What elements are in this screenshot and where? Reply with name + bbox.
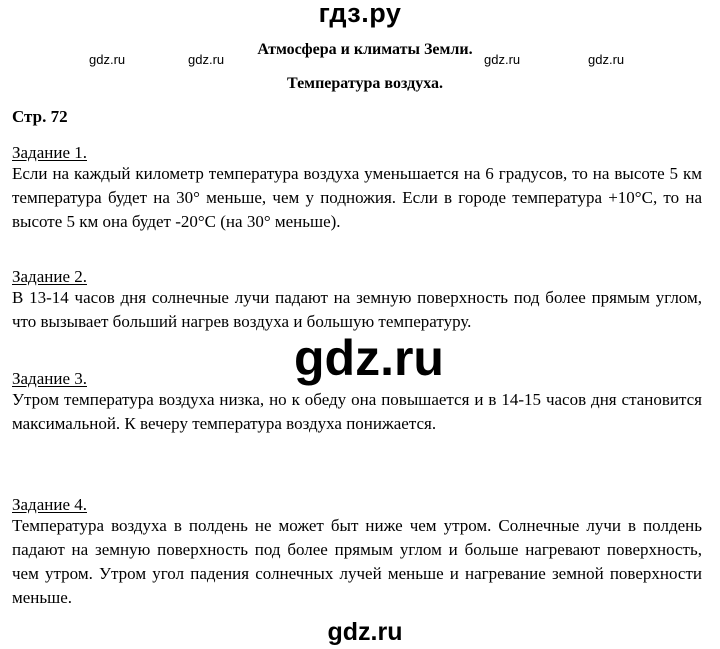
task-text: Утром температура воздуха низка, но к обеду она повышается и в 14-15 часов дня становится максимальной. К вечеру температура воздуха понижается. <box>12 390 702 433</box>
watermark-small: gdz.ru <box>188 52 225 67</box>
document-title: Атмосфера и климаты Земли. <box>257 41 473 58</box>
watermark-large: gdz.ru <box>294 330 444 386</box>
task-text: Температура воздуха в полдень не может быт ниже чем утром. Солнечные лучи в полдень падают на земную поверхность под более прямым углом и больше нагревают поверхность, чем утром. Утром угол падения солнечных лучей меньше и нагревание земной поверхности меньше. <box>12 516 702 607</box>
page-reference: Стр. 72 <box>12 107 68 126</box>
site-logo[interactable]: гдз.ру <box>318 0 402 28</box>
watermark-small: gdz.ru <box>89 52 126 67</box>
task-label: Задание 1. <box>12 143 87 162</box>
task-text: Если на каждый километр температура воздуха уменьшается на 6 градусов, то на высоте 5 км температура будет на 30° меньше, чем у подножия. Если в городе температура +10°С, то на высоте 5 км она будет -20°С (на 30° меньше). <box>12 164 702 231</box>
task-label: Задание 3. <box>12 369 87 388</box>
document-subtitle: Температура воздуха. <box>287 75 443 92</box>
watermark-bottom: gdz.ru <box>327 618 403 646</box>
task-label: Задание 4. <box>12 495 87 514</box>
watermark-small: gdz.ru <box>588 52 625 67</box>
task-label: Задание 2. <box>12 267 87 286</box>
task-text: В 13-14 часов дня солнечные лучи падают на земную поверхность под более прямым углом, что вызывает больший нагрев воздуха и большую температуру. <box>12 288 702 331</box>
watermark-small: gdz.ru <box>484 52 521 67</box>
